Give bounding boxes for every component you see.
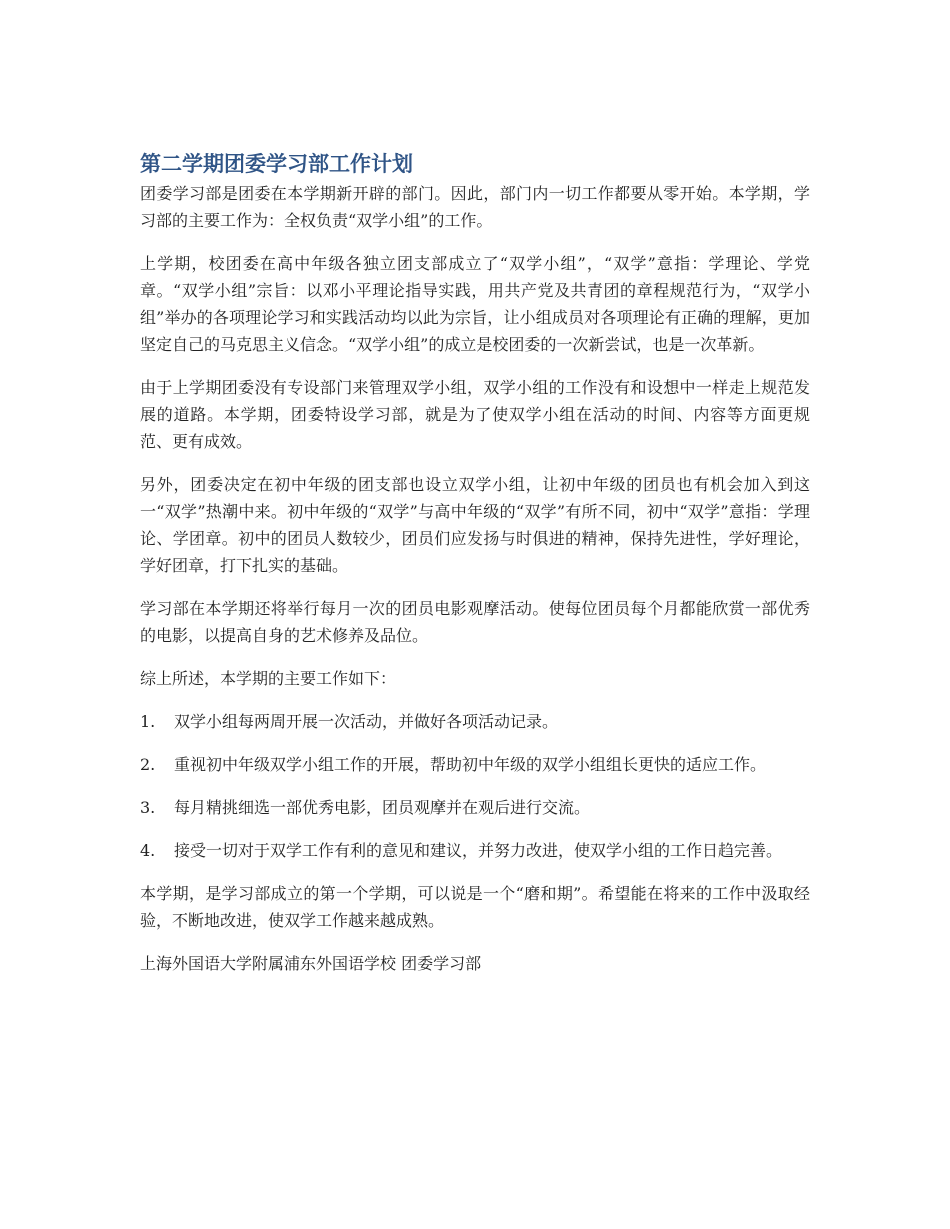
list-item (140, 708, 810, 735)
summary-intro-paragraph: 综上所述，本学期的主要工作如下： (140, 669, 397, 688)
background-paragraph: 上学期，校团委在高中年级各独立团支部成立了“双学小组”，“双学”意指：学理论、学党章。“双学小组”宗旨：以邓小平理论指导实践，用共产党及共青团的章程规范行为，“双学小组”举办的各项理论学习和实践活动均以此为宗旨，让小组成员对各项理论有正确的理解，更加坚定自己的马克思主义信念。“双学小组”的成立是校团委的一次新尝试，也是一次革新。 (140, 254, 810, 354)
list-item-number: 4. (140, 841, 156, 860)
list-item (140, 751, 810, 778)
document-page (140, 150, 810, 977)
list-item-text: 接受一切对于双学工作有利的意见和建议，并努力改进，使双学小组的工作日趋完善。 (174, 841, 783, 860)
document-title: 第二学期团委学习部工作计划 (140, 152, 413, 176)
signature-line: 上海外国语大学附属浦东外国语学校 团委学习部 (140, 954, 482, 973)
closing-paragraph: 本学期，是学习部成立的第一个学期，可以说是一个“磨和期”。希望能在将来的工作中汲取经验，不断地改进，使双学工作越来越成熟。 (140, 884, 810, 930)
list-item-number: 2. (140, 755, 156, 774)
list-item-text: 重视初中年级双学小组工作的开展，帮助初中年级的双学小组组长更快的适应工作。 (174, 755, 767, 774)
movie-activity-paragraph: 学习部在本学期还将举行每月一次的团员电影观摩活动。使每位团员每个月都能欣赏一部优秀的电影，以提高自身的艺术修养及品位。 (140, 599, 810, 645)
list-item-number: 3. (140, 798, 156, 817)
list-item (140, 794, 810, 821)
list-item-number: 1. (140, 712, 156, 731)
list-item-text: 每月精挑细选一部优秀电影，团员观摩并在观后进行交流。 (174, 798, 591, 817)
list-item-text: 双学小组每两周开展一次活动，并做好各项活动记录。 (174, 712, 559, 731)
list-item (140, 837, 810, 864)
reason-paragraph: 由于上学期团委没有专设部门来管理双学小组，双学小组的工作没有和设想中一样走上规范发展的道路。本学期，团委特设学习部，就是为了使双学小组在活动的时间、内容等方面更规范、更有成效。 (140, 378, 810, 451)
junior-grade-paragraph: 另外，团委决定在初中年级的团支部也设立双学小组，让初中年级的团员也有机会加入到这一“双学”热潮中来。初中年级的“双学”与高中年级的“双学”有所不同，初中“双学”意指：学理论、学团章。初中的团员人数较少，团员们应发扬与时俱进的精神，保持先进性，学好理论，学好团章，打下扎实的基础。 (140, 475, 810, 575)
intro-paragraph: 团委学习部是团委在本学期新开辟的部门。因此，部门内一切工作都要从零开始。本学期，学习部的主要工作为：全权负责“双学小组”的工作。 (140, 184, 810, 230)
